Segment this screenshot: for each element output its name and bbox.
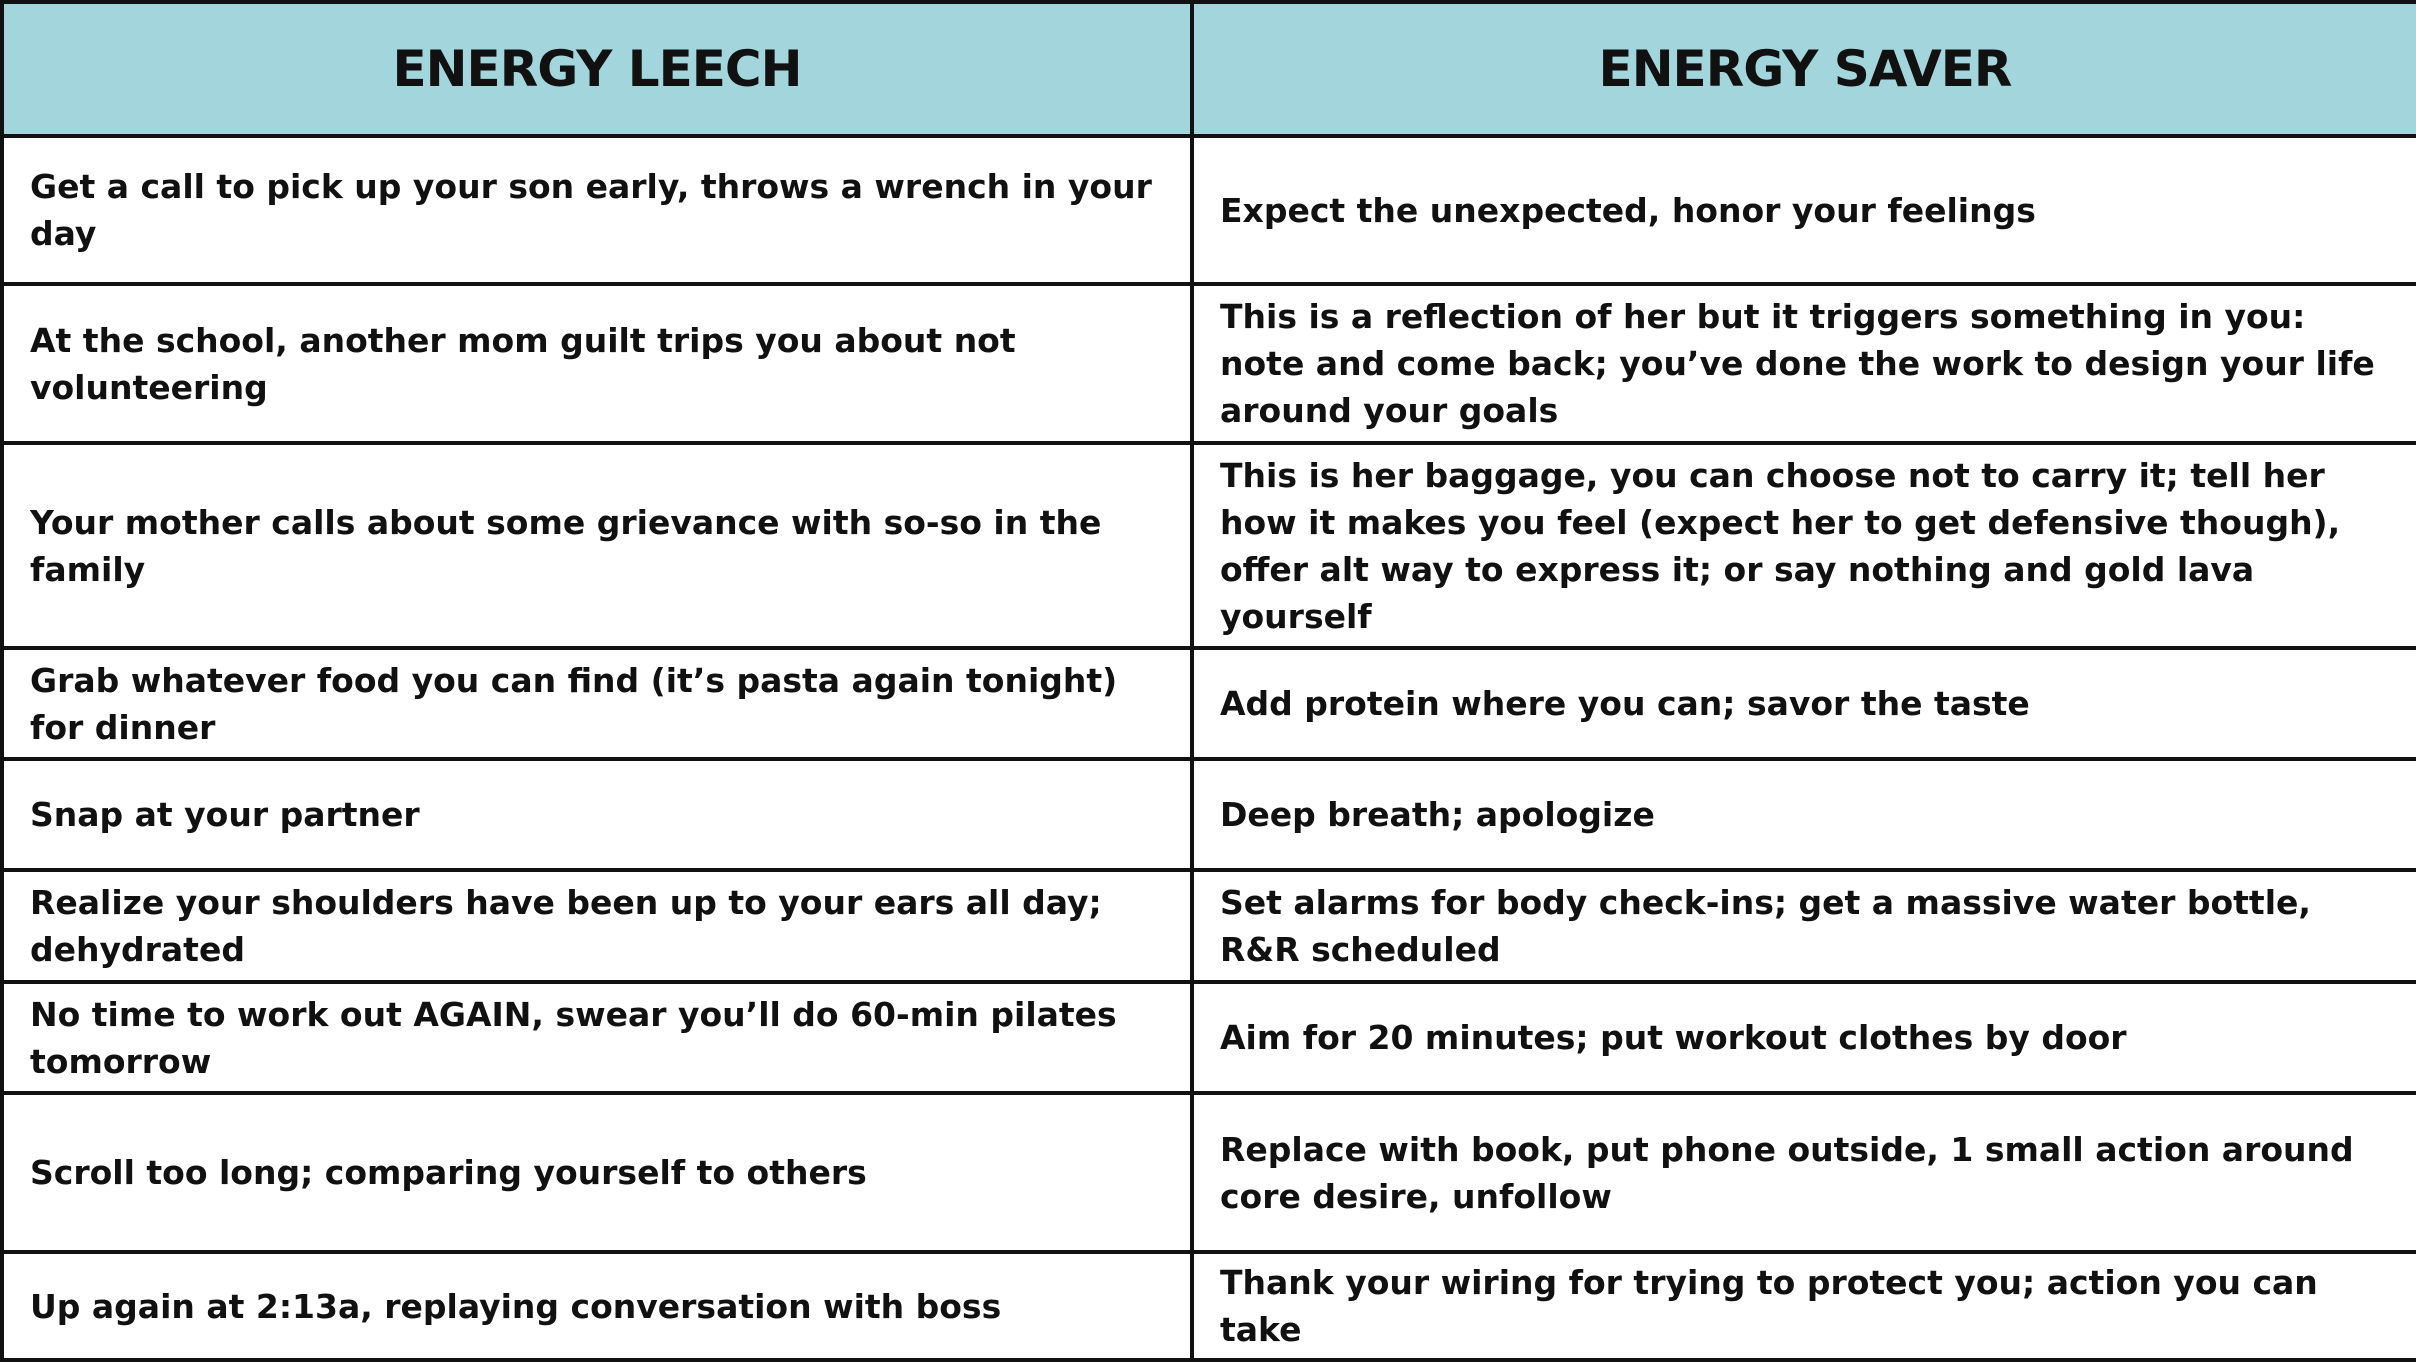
table-row [2, 136, 2416, 284]
column-header-energy-saver: ENERGY SAVER [1192, 2, 2416, 136]
saver-cell: Deep breath; apologize [1192, 759, 2416, 870]
leech-cell: No time to work out AGAIN, swear you’ll do 60-min pilates tomorrow [2, 982, 1192, 1093]
saver-cell: Replace with book, put phone outside, 1 small action around core desire, unfollow [1192, 1093, 2416, 1252]
column-header-energy-leech: ENERGY LEECH [2, 2, 1192, 136]
saver-cell: Add protein where you can; savor the taste [1192, 648, 2416, 759]
table-header-row [2, 2, 2416, 136]
saver-cell: Expect the unexpected, honor your feelings [1192, 136, 2416, 284]
table-row [2, 870, 2416, 982]
saver-cell: This is a reflection of her but it triggers something in you: note and come back; you’ve done the work to design your life around your goals [1192, 284, 2416, 443]
table-row [2, 1093, 2416, 1252]
leech-cell: At the school, another mom guilt trips you about not volunteering [2, 284, 1192, 443]
table-row [2, 982, 2416, 1093]
leech-cell: Scroll too long; comparing yourself to others [2, 1093, 1192, 1252]
table-row [2, 284, 2416, 443]
saver-cell: Thank your wiring for trying to protect you; action you can take [1192, 1252, 2416, 1360]
leech-cell: Snap at your partner [2, 759, 1192, 870]
saver-cell: This is her baggage, you can choose not to carry it; tell her how it makes you feel (expect her to get defensive though), offer alt way to express it; or say nothing and gold lava yourself [1192, 443, 2416, 648]
leech-cell: Grab whatever food you can find (it’s pasta again tonight) for dinner [2, 648, 1192, 759]
table-row [2, 1252, 2416, 1360]
leech-cell: Realize your shoulders have been up to your ears all day; dehydrated [2, 870, 1192, 982]
table-row [2, 759, 2416, 870]
saver-cell: Set alarms for body check-ins; get a massive water bottle, R&R scheduled [1192, 870, 2416, 982]
leech-cell: Get a call to pick up your son early, throws a wrench in your day [2, 136, 1192, 284]
table-row [2, 443, 2416, 648]
saver-cell: Aim for 20 minutes; put workout clothes by door [1192, 982, 2416, 1093]
leech-cell: Your mother calls about some grievance with so-so in the family [2, 443, 1192, 648]
table-row [2, 648, 2416, 759]
leech-cell: Up again at 2:13a, replaying conversation with boss [2, 1252, 1192, 1360]
